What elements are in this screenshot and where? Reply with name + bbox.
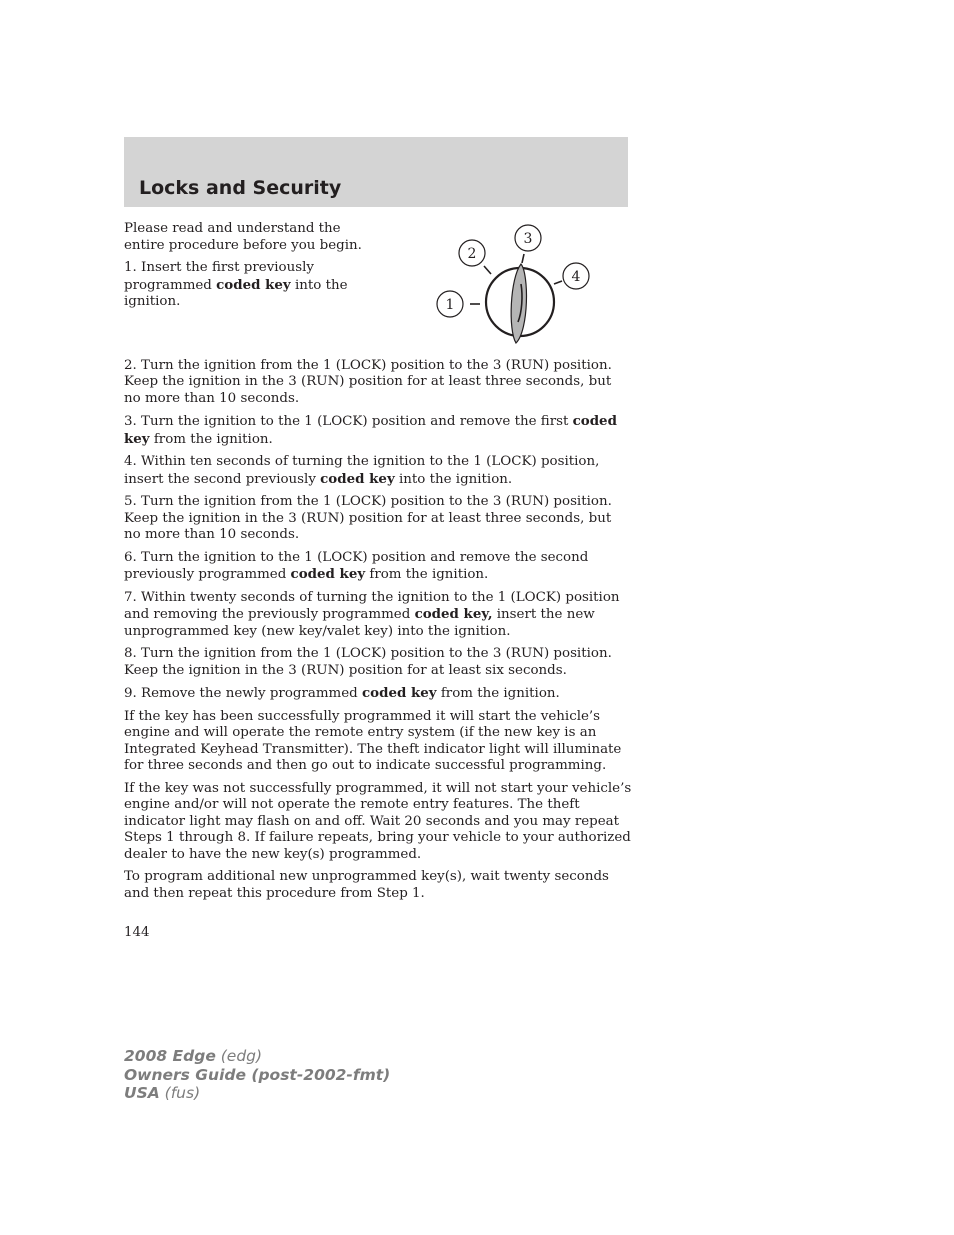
footer-line-main: 2008 Edge: [124, 1047, 216, 1065]
text-run: from the ignition.: [149, 431, 273, 447]
steps-paragraph: [124, 550, 632, 584]
text-run: insert the new unprogrammed key (new key/valet key) into the ignition.: [124, 607, 595, 639]
text-run: 6. Turn the ignition to the 1 (LOCK) position and remove the second previously programmed: [124, 549, 589, 582]
steps-paragraph: [124, 454, 632, 488]
steps-paragraph: [124, 590, 632, 641]
text-run: 5. Turn the ignition from the 1 (LOCK) position to the 3 (RUN) position. Keep the ignition in the 3 (RUN) position for at least three seconds, but no more than 10 seconds.: [124, 494, 612, 542]
text-run: If the key has been successfully programmed it will start the vehicle’s engine and will operate the remote entry system (if the new key is an Integrated Keyhead Transmitter). The theft indicator light will illuminate for three seconds and then go out to indicate successful programming.: [124, 708, 622, 773]
steps-paragraph: [124, 646, 632, 679]
steps-paragraph: [124, 358, 632, 408]
footer-line-code: (fus): [159, 1084, 201, 1102]
footer-line: [124, 1066, 390, 1085]
intro-text: [124, 221, 374, 311]
section-header-band: [124, 137, 628, 207]
intro-paragraph: [124, 221, 374, 254]
position-label-4: 4: [571, 269, 581, 285]
text-run: 7. Within twenty seconds of turning the ignition to the 1 (LOCK) position and removing the previously programmed: [124, 589, 620, 622]
position-tick-3: [522, 254, 524, 263]
footer-line-main: Owners Guide (post-2002-fmt): [124, 1065, 391, 1084]
text-run: 3. Turn the ignition to the 1 (LOCK) position and remove the first: [124, 414, 573, 429]
bold-term: coded key: [216, 276, 291, 293]
text-run: To program additional new unprogrammed key(s), wait twenty seconds and then repeat this procedure from Step 1.: [124, 869, 609, 901]
bold-term: coded key: [290, 566, 366, 582]
steps-paragraph: [124, 494, 632, 544]
footer-line-main: USA: [124, 1084, 160, 1102]
text-run: into the ignition.: [394, 471, 513, 487]
text-run: 9. Remove the newly programmed: [124, 686, 362, 701]
text-run: 8. Turn the ignition from the 1 (LOCK) position to the 3 (RUN) position. Keep the ignition in the 3 (RUN) position for at least six seconds.: [124, 646, 612, 678]
text-run: into the ignition.: [124, 277, 348, 309]
document-footer: [124, 1047, 390, 1103]
text-run: 1. Insert the first previously programmed: [124, 260, 314, 293]
footer-line: [124, 1047, 390, 1066]
text-run: from the ignition.: [365, 567, 489, 582]
text-run: from the ignition.: [436, 686, 560, 701]
bold-term: coded key: [320, 470, 395, 487]
text-run: Please read and understand the entire procedure before you begin.: [124, 221, 362, 253]
bold-term: coded key: [124, 413, 617, 447]
position-label-1: 1: [445, 297, 455, 313]
text-run: 4. Within ten seconds of turning the ignition to the 1 (LOCK) position, insert the second previously: [124, 454, 600, 487]
steps-paragraph: [124, 413, 632, 448]
intro-paragraph: [124, 260, 374, 311]
section-title: Locks and Security: [139, 177, 342, 199]
position-tick-2: [484, 266, 491, 274]
steps-paragraph: [124, 709, 632, 775]
position-label-2: 2: [467, 246, 477, 262]
bold-term: coded key: [362, 685, 437, 701]
page-number: 144: [124, 925, 150, 940]
ignition-diagram: [430, 222, 600, 352]
steps-paragraph: [124, 781, 632, 864]
position-label-3: 3: [523, 231, 533, 247]
footer-line-code: (edg): [215, 1047, 263, 1065]
procedure-steps: [124, 358, 632, 903]
steps-paragraph: [124, 685, 632, 703]
text-run: 2. Turn the ignition from the 1 (LOCK) position to the 3 (RUN) position. Keep the ignition in the 3 (RUN) position for at least three seconds, but no more than 10 seconds.: [124, 357, 612, 406]
footer-line: [124, 1084, 390, 1103]
text-run: If the key was not successfully programmed, it will not start your vehicle’s engine and/or will not operate the remote entry features. The theft indicator light may flash on and off. Wait 20 seconds and you may repeat Steps 1 through 8. If failure repeats, bring your vehicle to your authorized dealer to have the new key(s) programmed.: [124, 780, 632, 862]
steps-paragraph: [124, 869, 632, 902]
position-tick-4: [554, 281, 562, 284]
bold-term: coded key,: [414, 606, 493, 622]
